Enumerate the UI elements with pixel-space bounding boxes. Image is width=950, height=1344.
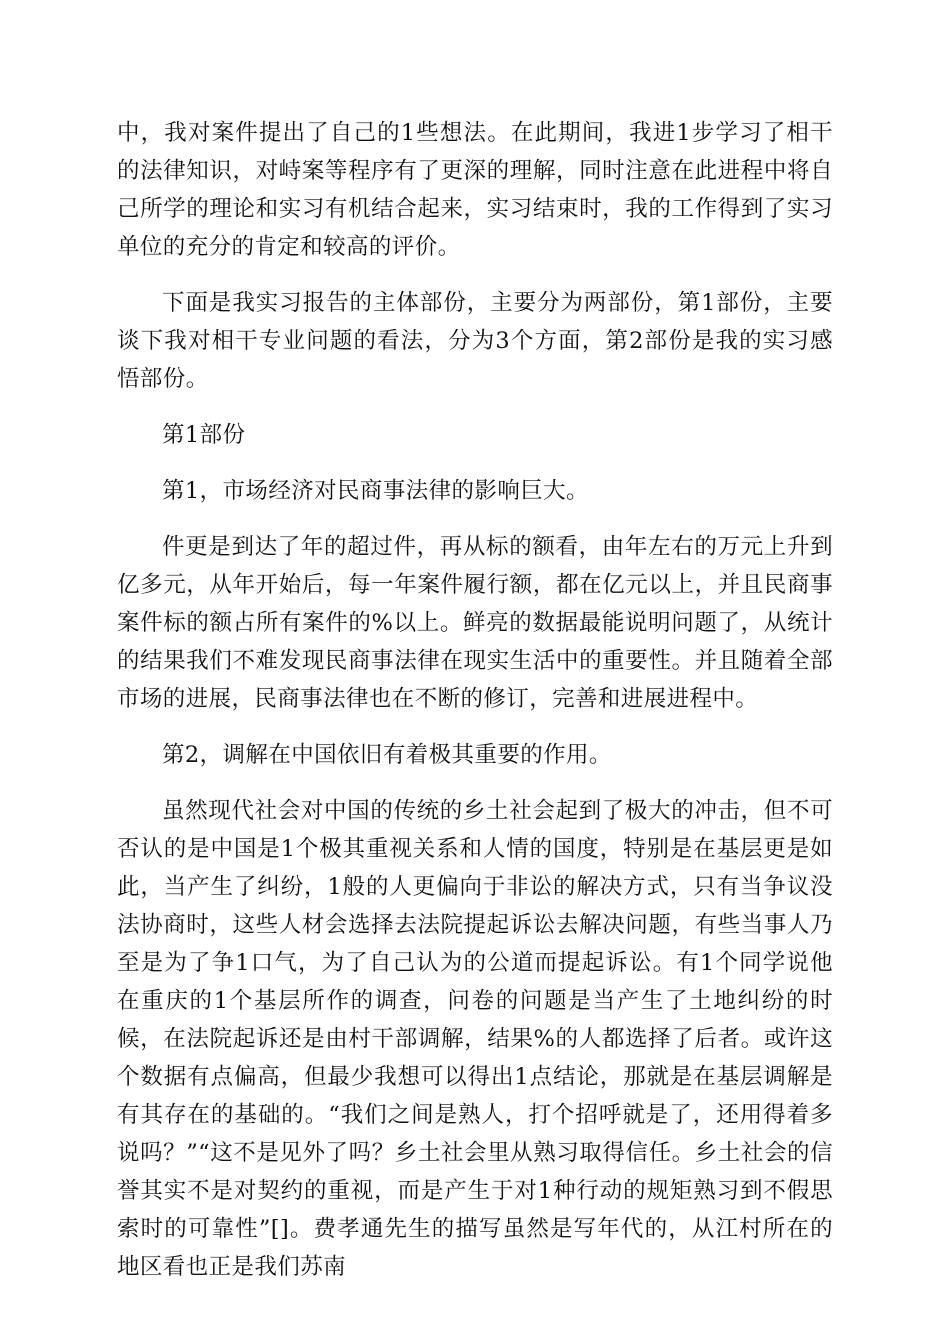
- paragraph-2: 下面是我实习报告的主体部份，主要分为两部份，第1部份，主要谈下我对相干专业问题的看法，分为3个方面，第2部份是我的实习感悟部份。: [117, 290, 833, 392]
- paragraph-3: 件更是到达了年的超过件，再从标的额看，由年左右的万元上升到亿多元，从年开始后，每一年案件履行额，都在亿元以上，并且民商事案件标的额占所有案件的%以上。鲜亮的数据最能说明问题了，从统计的结果我们不难发现民商事法律在现实生活中的重要性。并且随着全部市场的进展，民商事法律也在不断的修订，完善和进展进程中。: [117, 534, 833, 712]
- paragraph-4: 虽然现代社会对中国的传统的乡土社会起到了极大的冲击，但不可否认的是中国是1个极其重视关系和人情的国度，特别是在基层更是如此，当产生了纠纷，1般的人更偏向于非讼的解决方式，只有当争议没法协商时，这些人材会选择去法院提起诉讼去解决问题，有些当事人乃至是为了争1口气，为了自己认为的公道而提起诉讼。有1个同学说他在重庆的1个基层所作的调查，问卷的问题是当产生了土地纠纷的时候，在法院起诉还是由村干部调解，结果%的人都选择了后者。或许这个数据有点偏高，但最少我想可以得出1点结论，那就是在基层调解是有其存在的基础的。“我们之间是熟人，打个招呼就是了，还用得着多说吗？”“这不是见外了吗？乡土社会里从熟习取得信任。乡土社会的信誉其实不是对契约的重视，而是产生于对1种行动的规矩熟习到不假思索时的可靠性”[]。费孝通先生的描写虽然是写年代的，从江村所在的地区看也正是我们苏南: [117, 798, 833, 1280]
- section-heading-part-1: 第1部份: [162, 422, 246, 448]
- document-page: [117, 114, 833, 1304]
- subheading-point-2: 第2，调解在中国依旧有着极其重要的作用。: [162, 742, 612, 768]
- subheading-point-1: 第1，市场经济对民商事法律的影响巨大。: [162, 478, 589, 504]
- paragraph-1: 中，我对案件提出了自己的1些想法。在此期间，我进1步学习了相干的法律知识，对峙案等程序有了更深的理解，同时注意在此进程中将自己所学的理论和实习有机结合起来，实习结束时，我的工作得到了实习单位的充分的肯定和较高的评价。: [117, 120, 833, 260]
